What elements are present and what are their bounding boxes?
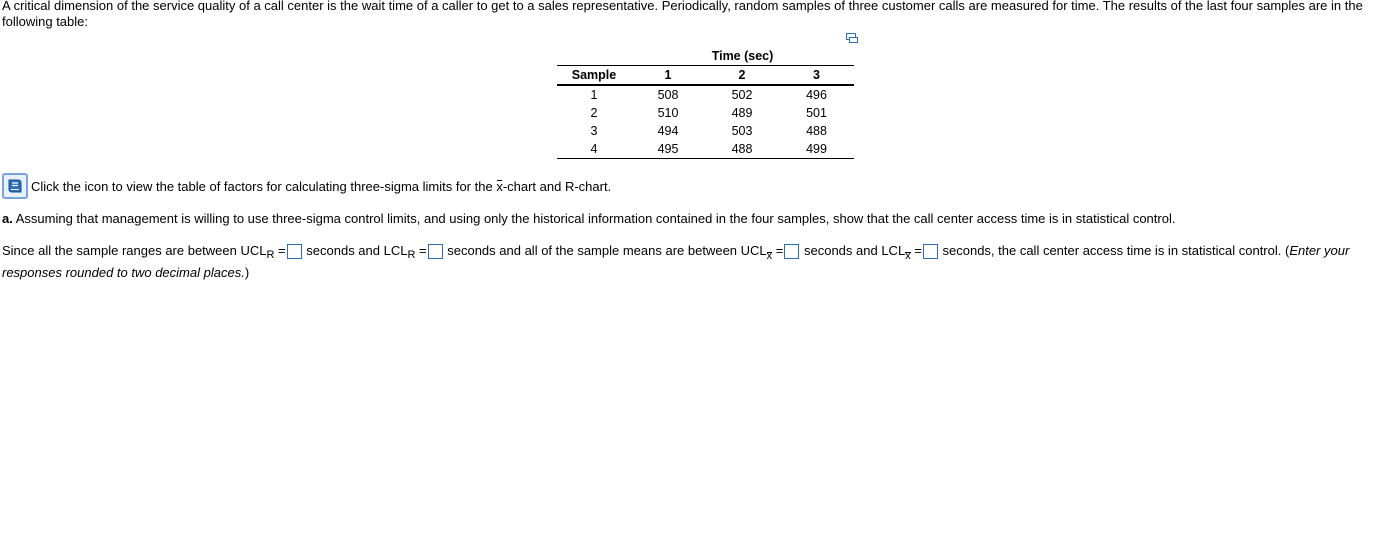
table-row [557, 85, 854, 104]
data-table [557, 47, 854, 159]
xbar-symbol: x [496, 178, 503, 194]
table-cell: 510 [657, 106, 679, 120]
column-header: 2 [705, 66, 779, 86]
ucl-x-input[interactable] [784, 244, 799, 259]
table-cell: 494 [657, 124, 679, 138]
table-cell: 2 [590, 106, 598, 120]
copy-table-icon[interactable] [846, 33, 858, 43]
table-cell: 503 [731, 124, 753, 138]
table-cell: 502 [731, 88, 753, 102]
book-icon-graphic [6, 177, 24, 195]
column-header: 3 [779, 66, 854, 86]
table-row [557, 122, 854, 140]
column-header: Sample [557, 66, 631, 86]
group-header: Time (sec) [711, 49, 774, 63]
table-row [557, 140, 854, 159]
table-cell: 488 [705, 140, 779, 159]
lcl-x-input[interactable] [923, 244, 938, 259]
book-icon[interactable] [2, 173, 28, 199]
table-cell: 489 [731, 106, 753, 120]
ucl-r-input[interactable] [287, 244, 302, 259]
column-header: 1 [631, 66, 705, 86]
table-cell: 499 [779, 140, 854, 159]
table-cell: 4 [557, 140, 631, 159]
answer-statement: Since all the sample ranges are between $UCL_R$ = seconds and $LCL_R$ = seconds and all of the sample means are between UCLx = seconds and LCLx = seconds, the call center access time is in statistical control. (Enter your responses rounded to two decimal places.) [2, 243, 1350, 280]
table-cell: 495 [631, 140, 705, 159]
hint-row [2, 172, 611, 200]
lcl-r-input[interactable] [428, 244, 443, 259]
table-cell: 3 [590, 124, 598, 138]
table-cell: 1 [590, 88, 598, 102]
part-a-question: a. Assuming that management is willing to use three-sigma control limits, and using only the historical information contained in the four samples, show that the call center access time is in statistical control. [2, 211, 1176, 226]
table-row [557, 104, 854, 122]
table-cell: 501 [806, 106, 827, 120]
part-label: a. [2, 211, 13, 226]
intro-text: A critical dimension of the service quality of a call center is the wait time of a caller to get to a sales representative. Periodically, random samples of three customer calls are measured for time. The results of the last four samples are in the following table: [2, 0, 1363, 29]
table-cell: 496 [806, 88, 827, 102]
table-cell: 508 [657, 88, 679, 102]
hint-text: Click the icon to view the table of factors for calculating three-sigma limits for the x-chart and R-chart. [31, 178, 612, 194]
table-cell: 488 [806, 124, 827, 138]
data-table-container [557, 47, 854, 159]
